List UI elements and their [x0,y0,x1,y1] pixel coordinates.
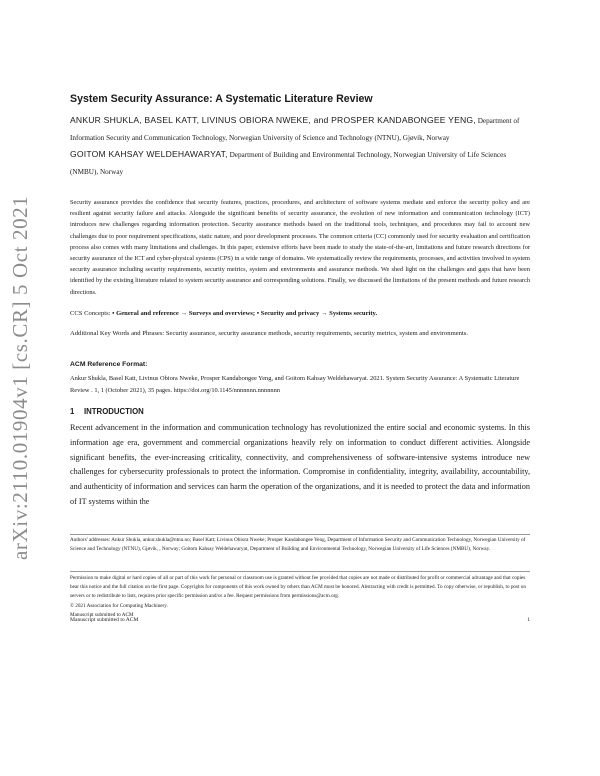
author-block [70,112,530,180]
author-names-2: GOITOM KAHSAY WELDEHAWARYAT, [70,149,228,159]
arxiv-watermark: arXiv:2110.01904v1 [cs.CR] 5 Oct 2021 [8,195,32,560]
footnote-divider [70,534,530,535]
ccs-concepts [70,308,530,319]
manuscript-note: Manuscript submitted to ACM [70,611,134,618]
page-footer [70,617,530,623]
ccs-concept-2: • Security and privacy → Systems security. [255,310,378,317]
footer-left: Manuscript submitted to ACM [70,617,139,623]
keywords-label: Additional Key Words and Phrases: [70,330,166,337]
author-affiliation-1: Department of Information Security and Communication Technology, Norwegian University of Science and Technology (NTNU), Gjøvik, Norway [70,117,520,142]
ccs-label: CCS Concepts: [70,310,113,317]
introduction-text: Recent advancement in the information and communication technology has revolutionized the entire social and economic systems. In this information age era, government and commercial organizations heavily rely on information to conduct different activities. Alongside significant benefits, the ever-increasing criticality, connectivity, and comprehensiveness of software-intensive systems introduce new challenges for cybersecurity professionals to protect the information. Compromise in confidentiality, integrity, availability, accountability, and authenticity of information and services can harm the operation of the organizations, and it is needed to protect the data and information of IT systems within the [70,423,530,506]
acm-reference-heading: ACM Reference Format: [70,361,148,368]
permission-text: Permission to make digital or hard copies of all or part of this work for personal or classroom use is granted without fee provided that copies are not made or distributed for profit or commercial advantage and that copies bear this notice and the full citation on the first page. Copyrights for components of this work owned by others than ACM must be honored. Abstracting with credit is permitted. To copy otherwise, or republish, to post on servers or to redistribute to lists, requires prior specific permission and/or a fee. Request permissions from permissions@acm.org. [70,575,526,600]
author-affiliation-2: Department of Building and Environmental Technology, Norwegian University of Life Sciences (NMBU), Norway [70,151,507,176]
permission-divider [70,571,530,572]
abstract: Security assurance provides the confidence that security features, practices, procedures, and architecture of software systems mediate and enforce the security policy and are resilient against security failure and attacks. Alongside the significant benefits of security assurance, the evolution of new information and communication technology (ICT) introduces new challenges regarding information protection. Security assurance methods based on the traditional tools, techniques, and procedures may fail to account new challenges due to poor requirement specifications, static nature, and poor development processes. The common criteria (CC) commonly used for security evaluation and certification process also comes with many limitations and challenges. In this paper, extensive efforts have been made to study the state-of-the-art, limitations and future research directions for security assurance of the ICT and cyber-physical systems (CPS) in a wide range of domains. We systematically review the requirements, processes, and activities involved in system security assurance including security requirements, security metrics, system and environments and assurance methods. We shed light on the challenges and gaps that have been identified by the existing literature related to system security assurance and corresponding solutions. Finally, we discussed the limitations of the present methods and future research directions. [70,199,530,296]
copyright-line: © 2021 Association for Computing Machinery. [70,602,168,609]
author-names-1: ANKUR SHUKLA, BASEL KATT, LIVINUS OBIORA NWEKE, and PROSPER KANDABONGEE YENG, [70,115,476,125]
section-number: 1 [70,407,75,416]
authors-addresses: Authors' addresses: Ankur Shukla, ankur.shukla@ntnu.no; Basel Katt; Livinus Obiora Nweke; Prosper Kandabongee Yeng, Department of Information Security and Communication Technology, Norwegian University of Science and Technology (NTNU), Gjøvik, , Norway; Goitom Kahsay Weldehawaryat, Department of Building and Environmental Technology, Norwegian University of Life Sciences (NMBU), Norway. [70,537,526,553]
acm-reference-text: Ankur Shukla, Basel Katt, Livinus Obiora Nweke, Prosper Kandabongee Yeng, and Goitom Kahsay Weldehawaryat. 2021. System Security Assurance: A Systematic Literature Review . 1, 1 (October 2021), 35 pages. https://doi.org/10.1145/nnnnnnn.nnnnnnn [70,375,520,394]
ccs-concept-1: • General and reference → Surveys and overviews; [112,310,256,317]
section-heading [70,407,144,416]
section-title: INTRODUCTION [84,407,144,416]
keywords [70,328,530,339]
page-number: 1 [527,617,530,623]
paper-title: System Security Assurance: A Systematic Literature Review [70,93,373,105]
permission-block [70,574,530,620]
keywords-text: Security assurance, security assurance methods, security requirements, security metrics, system and environments. [165,330,468,337]
